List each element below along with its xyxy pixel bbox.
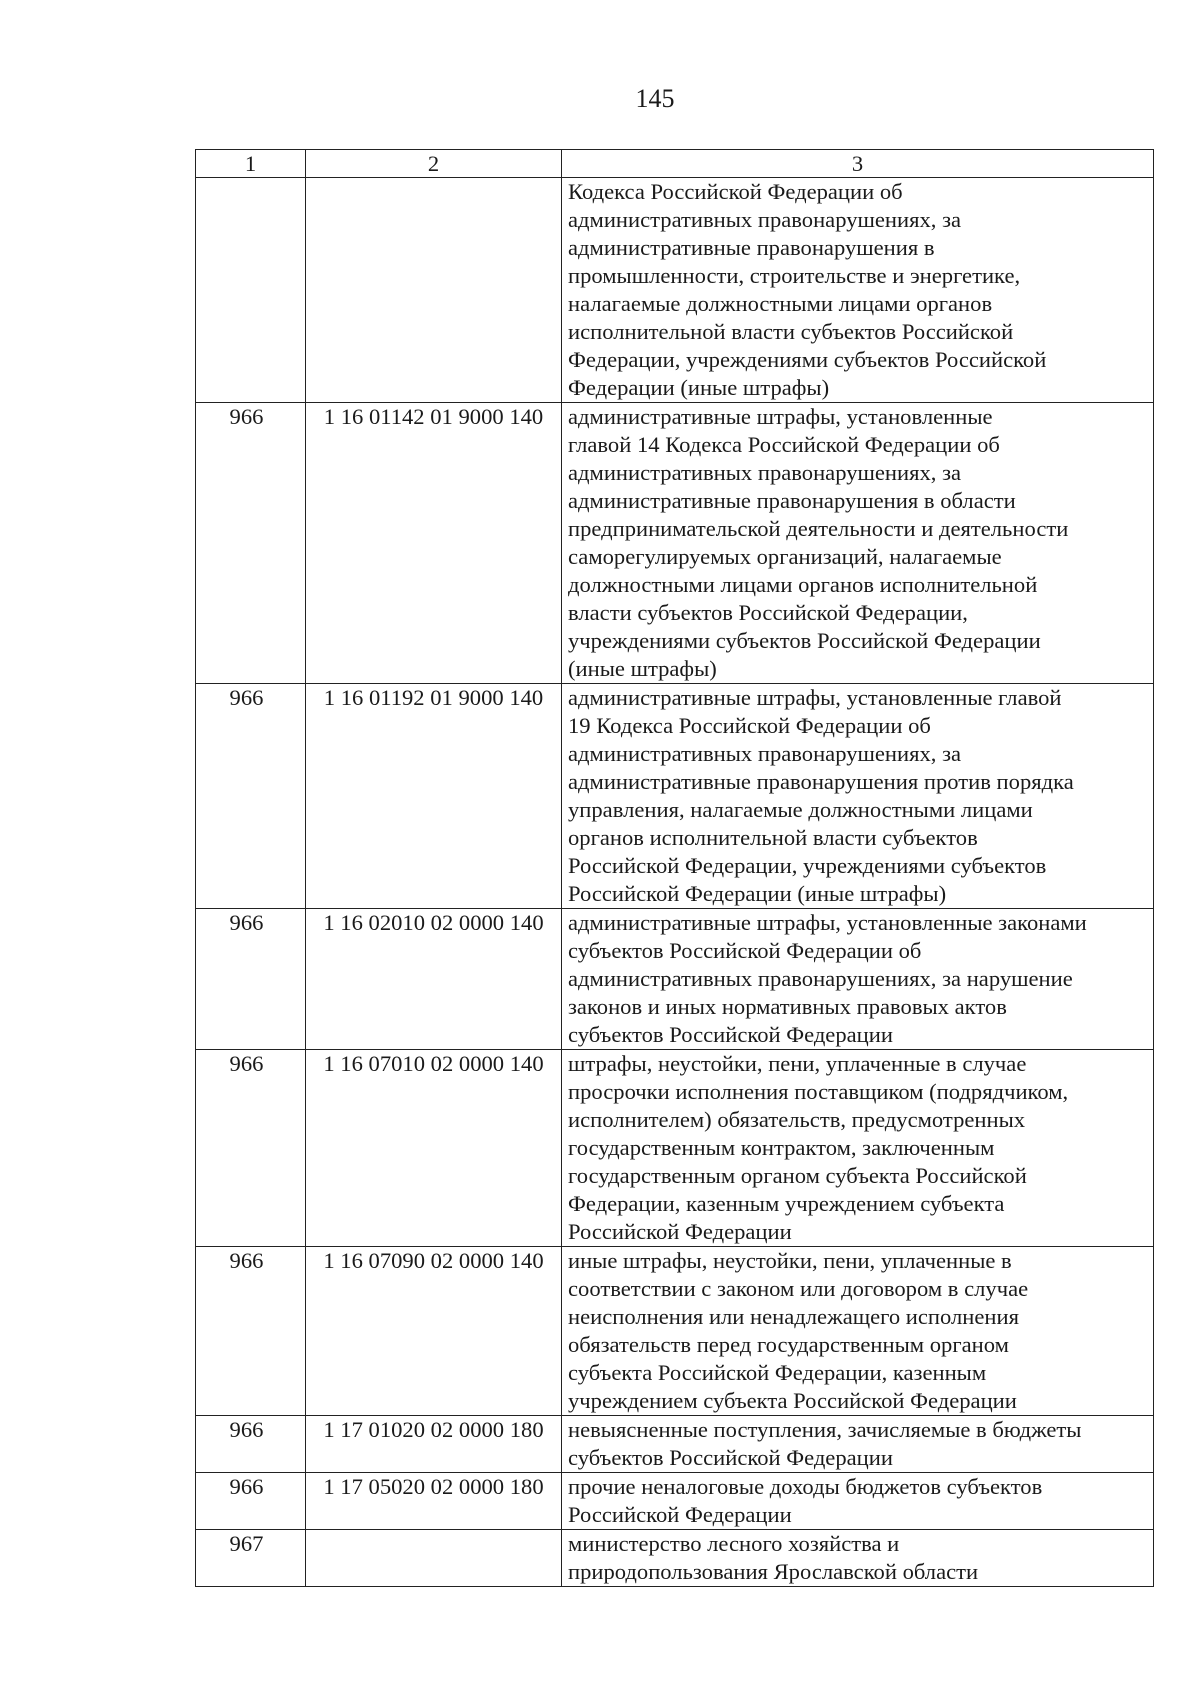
description-line: Федерации, казенным учреждением субъекта [568,1191,1005,1216]
description-line: административных правонарушениях, за [568,460,962,485]
description-line: Российской Федерации, учреждениями субъектов [568,853,1047,878]
description-line: субъектов Российской Федерации об [568,938,922,963]
column-header-1: 1 [196,150,306,178]
admin-code: 966 [229,910,264,935]
revenue-codes-table [195,149,1154,1587]
description-line: 19 Кодекса Российской Федерации об [568,713,931,738]
description-line: административные штрафы, установленные [568,404,993,429]
column-header-3: 3 [562,150,1154,178]
revenue-code [306,1530,562,1587]
admin-code-cell [196,1530,306,1587]
admin-code: 966 [229,1417,264,1442]
description-line: государственным органом субъекта Российской [568,1163,1027,1188]
description-line: административные правонарушения в [568,235,935,260]
description-line: налагаемые должностными лицами органов [568,291,993,316]
description-line: министерство лесного хозяйства и [568,1531,900,1556]
description-line: управления, налагаемые должностными лицами [568,797,1033,822]
table-row [196,1473,1154,1530]
revenue-description [562,684,1154,909]
admin-code-cell [196,1473,306,1530]
description-line: Федерации, учреждениями субъектов Российской [568,347,1047,372]
description-line: штрафы, неустойки, пени, уплаченные в случае [568,1051,1027,1076]
description-line: административных правонарушениях, за [568,741,962,766]
description-line: законов и иных нормативных правовых актов [568,994,1007,1019]
description-line: административных правонарушениях, за нарушение [568,966,1073,991]
description-line: невыясненные поступления, зачисляемые в бюджеты [568,1417,1082,1442]
admin-code: 966 [229,685,264,710]
revenue-code: 1 17 05020 02 0000 180 [306,1473,562,1530]
description-line: административных правонарушениях, за [568,207,962,232]
table-row [196,1050,1154,1247]
description-line: Федерации (иные штрафы) [568,375,830,400]
description-line: власти субъектов Российской Федерации, [568,600,968,625]
admin-code: 966 [229,404,264,429]
revenue-code: 1 16 01192 01 9000 140 [306,684,562,909]
description-line: промышленности, строительстве и энергетике, [568,263,1021,288]
description-line: административные правонарушения против порядка [568,769,1074,794]
revenue-description [562,1416,1154,1473]
revenue-code: 1 16 07010 02 0000 140 [306,1050,562,1247]
revenue-description [562,1050,1154,1247]
admin-code: 966 [229,1248,264,1273]
description-line: органов исполнительной власти субъектов [568,825,978,850]
description-line: обязательств перед государственным органом [568,1332,1009,1357]
admin-code-cell [196,1416,306,1473]
description-line: неисполнения или ненадлежащего исполнения [568,1304,1019,1329]
table-row [196,1247,1154,1416]
admin-code: 966 [229,1051,264,1076]
revenue-code: 1 17 01020 02 0000 180 [306,1416,562,1473]
revenue-description [562,1247,1154,1416]
revenue-code: 1 16 07090 02 0000 140 [306,1247,562,1416]
table-header-row [196,150,1154,178]
page-number: 145 [635,84,675,113]
admin-code: 966 [229,1474,264,1499]
description-line: административные штрафы, установленные законами [568,910,1087,935]
description-line: учреждением субъекта Российской Федерации [568,1388,1017,1413]
table-row [196,403,1154,684]
description-line: должностными лицами органов исполнительной [568,572,1038,597]
description-line: Российской Федерации [568,1219,792,1244]
description-line: Российской Федерации [568,1502,792,1527]
admin-code-cell [196,1050,306,1247]
description-line: главой 14 Кодекса Российской Федерации об [568,432,1000,457]
revenue-code: 1 16 01142 01 9000 140 [306,403,562,684]
description-line: административные правонарушения в области [568,488,1016,513]
table-row [196,1416,1154,1473]
description-line: субъекта Российской Федерации, казенным [568,1360,987,1385]
revenue-code [306,178,562,403]
table-row [196,909,1154,1050]
description-line: прочие неналоговые доходы бюджетов субъектов [568,1474,1043,1499]
admin-code-cell [196,909,306,1050]
admin-code-cell [196,178,306,403]
table-body [196,178,1154,1587]
table-row [196,1530,1154,1587]
admin-code-cell [196,403,306,684]
description-line: субъектов Российской Федерации [568,1022,893,1047]
description-line: исполнительной власти субъектов Российской [568,319,1014,344]
description-line: Российской Федерации (иные штрафы) [568,881,947,906]
revenue-description [562,178,1154,403]
description-line: административные штрафы, установленные главой [568,685,1062,710]
description-line: иные штрафы, неустойки, пени, уплаченные в [568,1248,1012,1273]
description-line: соответствии с законом или договором в случае [568,1276,1029,1301]
revenue-description [562,1473,1154,1530]
description-line: просрочки исполнения поставщиком (подрядчиком, [568,1079,1069,1104]
description-line: природопользования Ярославской области [568,1559,979,1584]
description-line: предпринимательской деятельности и деятельности [568,516,1069,541]
revenue-description [562,403,1154,684]
description-line: саморегулируемых организаций, налагаемые [568,544,1002,569]
table-row [196,178,1154,403]
description-line: субъектов Российской Федерации [568,1445,893,1470]
revenue-description [562,1530,1154,1587]
revenue-description [562,909,1154,1050]
revenue-code: 1 16 02010 02 0000 140 [306,909,562,1050]
description-line: исполнителем) обязательств, предусмотренных [568,1107,1026,1132]
description-line: учреждениями субъектов Российской Федерации [568,628,1041,653]
admin-code-cell [196,1247,306,1416]
column-header-2: 2 [306,150,562,178]
description-line: государственным контрактом, заключенным [568,1135,995,1160]
description-line: Кодекса Российской Федерации об [568,179,903,204]
admin-code: 967 [229,1531,264,1556]
description-line: (иные штрафы) [568,656,717,681]
table-row [196,684,1154,909]
admin-code-cell [196,684,306,909]
